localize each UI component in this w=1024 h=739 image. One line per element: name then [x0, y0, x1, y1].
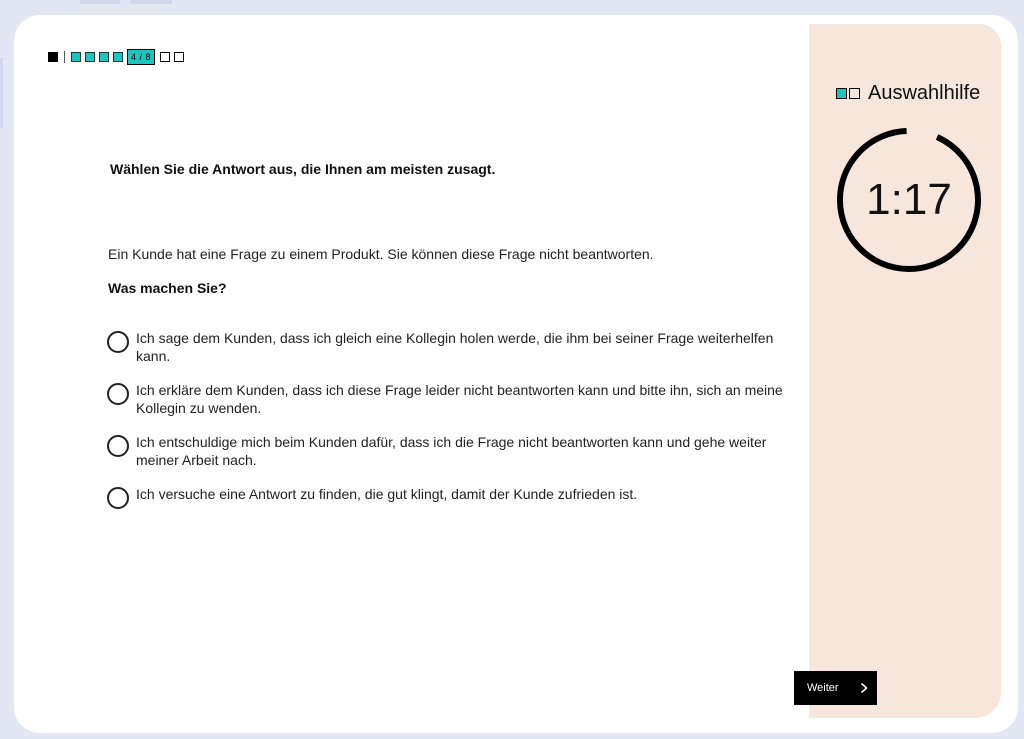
answer-option-label: Ich erkläre dem Kunden, dass ich diese Frage leider nicht beantworten kann und bitte ihn, sich an meine Kollegin zu wenden. [136, 382, 783, 416]
progress-step-pending [160, 52, 170, 62]
chevron-right-icon [858, 682, 870, 694]
answer-option-label: Ich sage dem Kunden, dass ich gleich eine Kollegin holen werde, die ihm bei seiner Frage weiterhelfen kann. [136, 330, 774, 364]
answer-option-4[interactable] [107, 485, 637, 503]
radio-button[interactable] [107, 331, 129, 353]
progress-step-pending [174, 52, 184, 62]
next-button-label: Weiter [807, 682, 839, 694]
progress-step-completed [48, 52, 58, 62]
selection-helper-header [836, 82, 980, 105]
helper-title: Auswahlhilfe [868, 82, 981, 104]
next-button[interactable] [794, 671, 877, 705]
scenario-text: Ein Kunde hat eine Frage zu einem Produkt. Sie können diese Frage nicht beantworten. [108, 246, 654, 262]
radio-button[interactable] [107, 435, 129, 457]
answer-option-1[interactable] [107, 329, 807, 365]
progress-counter: 4 / 8 [127, 49, 155, 65]
answer-option-3[interactable] [107, 433, 807, 469]
radio-button[interactable] [107, 383, 129, 405]
progress-indicator [48, 49, 188, 65]
progress-separator [64, 51, 65, 63]
progress-step [113, 52, 123, 62]
helper-squares-icon [836, 88, 862, 99]
radio-button[interactable] [107, 487, 129, 509]
progress-step [85, 52, 95, 62]
answer-option-label: Ich entschuldige mich beim Kunden dafür, dass ich die Frage nicht beantworten kann und gehe weiter meiner Arbeit nach. [136, 434, 767, 468]
progress-step [71, 52, 81, 62]
timer-value: 1:17 [866, 175, 952, 224]
progress-step [99, 52, 109, 62]
edge-decoration [0, 58, 3, 128]
answer-option-2[interactable] [107, 381, 807, 417]
answer-option-label: Ich versuche eine Antwort zu finden, die gut klingt, damit der Kunde zufrieden ist. [136, 486, 638, 502]
question-text: Was machen Sie? [108, 280, 227, 296]
instruction-text: Wählen Sie die Antwort aus, die Ihnen am meisten zusagt. [110, 161, 496, 177]
